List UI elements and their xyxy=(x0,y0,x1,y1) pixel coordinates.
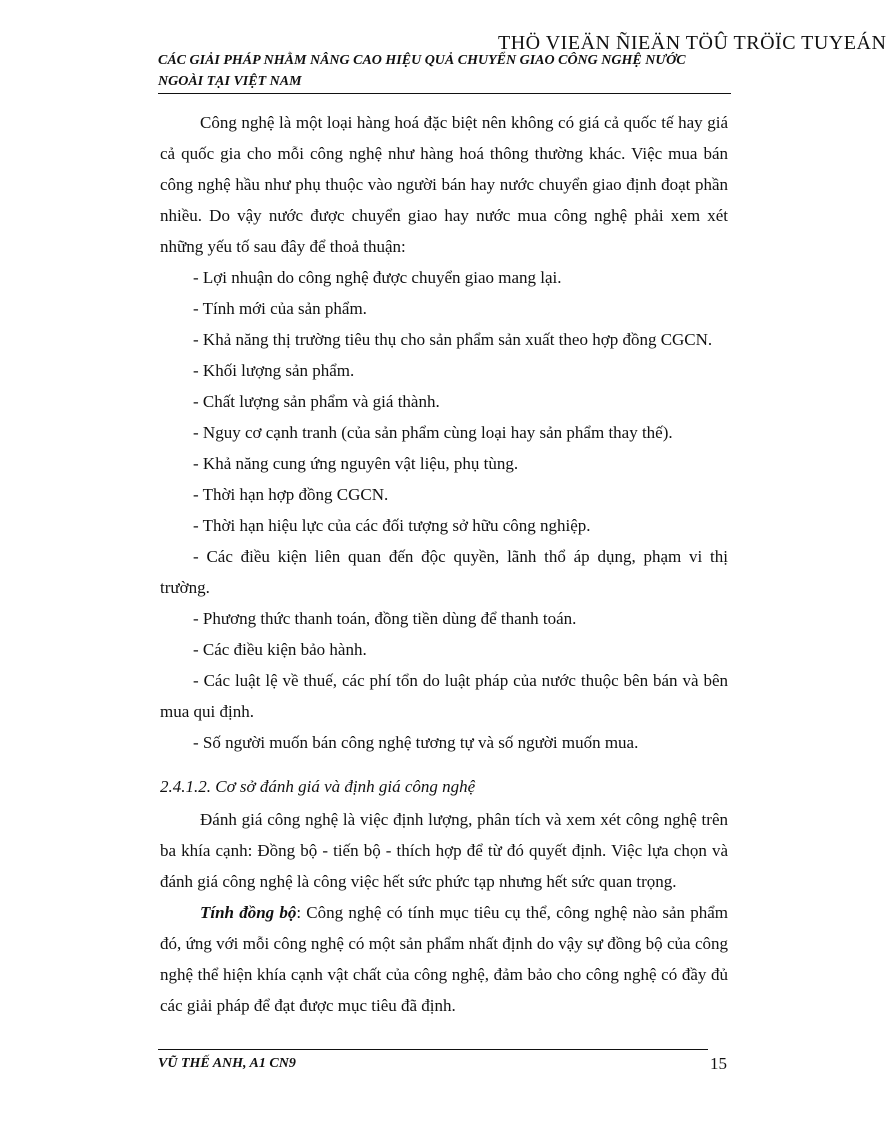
list-item: - Số người muốn bán công nghệ tương tự và số người muốn mua. xyxy=(193,733,639,752)
evaluation-paragraph: Đánh giá công nghệ là việc định lượng, phân tích và xem xét công nghệ trên ba khía cạnh: Đồng bộ - tiến bộ - thích hợp để từ đó quyết định. Việc lựa chọn và đánh giá công nghệ là công việc hết sức phức tạp nhưng hết sức quan trọng. xyxy=(160,810,728,891)
document-body xyxy=(160,107,728,1021)
synchronicity-text: : Công nghệ có tính mục tiêu cụ thể, công nghệ nào sản phẩm đó, ứng với mỗi công nghệ có một sản phẩm nhất định do vậy sự đồng bộ của công nghệ thể hiện khía cạnh vật chất của công nghệ, đảm bảo cho công nghệ có đầy đủ các giải pháp để đạt được mục tiêu đã định. xyxy=(160,903,728,1015)
list-item: - Lợi nhuận do công nghệ được chuyển giao mang lại. xyxy=(193,268,562,287)
page-number: 15 xyxy=(710,1054,727,1073)
header-title-line2: NGOÀI TẠI VIỆT NAM xyxy=(158,74,302,89)
list-item: - Phương thức thanh toán, đồng tiền dùng để thanh toán. xyxy=(193,609,577,628)
running-header xyxy=(158,50,733,92)
footer-divider xyxy=(158,1049,708,1050)
intro-paragraph: Công nghệ là một loại hàng hoá đặc biệt nên không có giá cả quốc tế hay giá cả quốc gia cho mỗi công nghệ như hàng hoá thông thường khác. Việc mua bán công nghệ hầu như phụ thuộc vào người bán hay nước chuyển giao định đoạt phần nhiều. Do vậy nước được chuyển giao hay nước mua công nghệ phải xem xét những yếu tố sau đây để thoả thuận: xyxy=(160,113,728,256)
list-item: - Thời hạn hợp đồng CGCN. xyxy=(193,485,389,504)
list-item: - Khả năng thị trường tiêu thụ cho sản phẩm sản xuất theo hợp đồng CGCN. xyxy=(193,330,713,349)
synchronicity-term: Tính đồng bộ xyxy=(200,903,297,922)
list-item: - Tính mới của sản phẩm. xyxy=(193,299,367,318)
header-divider xyxy=(158,93,731,94)
header-title-line1: CÁC GIẢI PHÁP NHẰM NÂNG CAO HIỆU QUẢ CHUYỂN GIAO CÔNG NGHỆ NƯỚC xyxy=(158,53,686,68)
list-item: - Khối lượng sản phẩm. xyxy=(193,361,355,380)
synchronicity-paragraph xyxy=(160,897,728,1021)
section-heading: 2.4.1.2. Cơ sở đánh giá và định giá công nghệ xyxy=(160,777,476,796)
list-item: - Thời hạn hiệu lực của các đối tượng sở hữu công nghiệp. xyxy=(193,516,591,535)
list-item: - Nguy cơ cạnh tranh (của sản phẩm cùng loại hay sản phẩm thay thế). xyxy=(193,423,673,442)
list-item: - Khả năng cung ứng nguyên vật liệu, phụ tùng. xyxy=(193,454,519,473)
list-item: - Các điều kiện bảo hành. xyxy=(193,640,367,659)
list-item: - Chất lượng sản phẩm và giá thành. xyxy=(193,392,440,411)
list-item: - Các luật lệ về thuế, các phí tổn do luật pháp của nước thuộc bên bán và bên mua qui định. xyxy=(160,671,728,721)
watermark-text: THÖ VIEÄN ÑIEÄN TÖÛ TRÖÏC TUYEÁN xyxy=(498,32,886,54)
footer-author: VŨ THẾ ANH, A1 CN9 xyxy=(158,1056,296,1071)
list-item: - Các điều kiện liên quan đến độc quyền, lãnh thổ áp dụng, phạm vi thị trường. xyxy=(160,547,728,597)
